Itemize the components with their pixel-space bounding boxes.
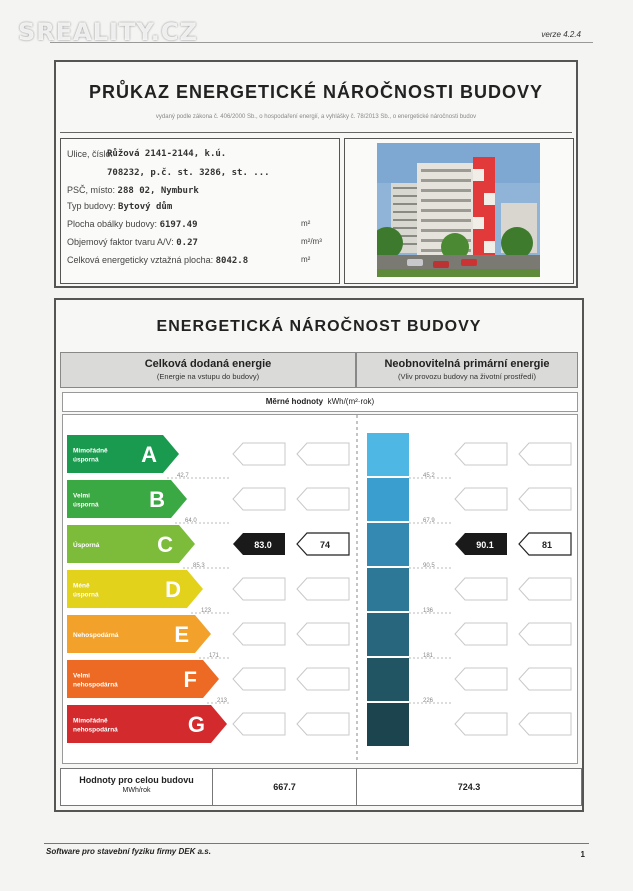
right-tick-label: 67.9 — [423, 518, 435, 524]
class-label-b: úsporná — [73, 501, 99, 509]
left-tick-label: 85.3 — [193, 563, 205, 569]
area-row — [67, 219, 198, 230]
class-label-d: úsporná — [73, 591, 99, 599]
ref-area-label: Celková energeticky vztažná plocha: — [67, 255, 214, 265]
right-tick-label: 45.2 — [423, 473, 435, 479]
area-value: 6197.49 — [159, 220, 198, 230]
class-letter-g: G — [187, 712, 205, 737]
class-letter-c: C — [157, 532, 173, 557]
class-letter-b: B — [149, 487, 165, 512]
left-value-slot — [233, 578, 285, 600]
certificate-title: PRŮKAZ ENERGETICKÉ NÁROČNOSTI BUDOVY — [88, 82, 544, 102]
class-letter-a: A — [141, 442, 157, 467]
ref-area-row — [67, 255, 248, 266]
right-class-slot — [519, 623, 571, 645]
class-letter-f: F — [183, 667, 197, 692]
primary-bar-g — [367, 703, 409, 746]
right-header-subtitle: (Vliv provozu budovy na životní prostředí) — [398, 372, 536, 381]
right-class-slot — [519, 443, 571, 465]
ref-area-unit: m² — [301, 255, 311, 264]
building-info-box — [60, 138, 340, 284]
left-class-slot — [297, 668, 349, 690]
class-label-g: nehospodárná — [73, 726, 118, 734]
area-label: Plocha obálky budovy: — [67, 219, 158, 229]
left-tick-label: 42.7 — [177, 473, 189, 479]
right-class-slot — [519, 488, 571, 510]
class-label-g: Mimořádně — [73, 717, 108, 725]
type-row — [67, 201, 172, 212]
right-value-slot — [455, 623, 507, 645]
energy-performance-box — [54, 298, 584, 812]
factor-label: Objemový faktor tvaru A/V: — [67, 237, 174, 247]
building-photo — [377, 143, 540, 277]
class-letter-e: E — [174, 622, 189, 647]
left-value-slot — [233, 488, 285, 510]
psc-row — [67, 185, 199, 196]
factor-value: 0.27 — [176, 238, 198, 248]
energy-title: ENERGETICKÁ NÁROČNOST BUDOVY — [156, 318, 482, 335]
left-tick-label: 123 — [201, 608, 212, 614]
right-tick-label: 181 — [423, 653, 434, 659]
left-class-slot — [297, 578, 349, 600]
left-column-header — [60, 352, 356, 388]
right-class-slot — [519, 713, 571, 735]
left-header-title: Celková dodaná energie — [144, 358, 272, 370]
right-value: 90.1 — [476, 540, 494, 550]
totals-unit: MWh/rok — [122, 787, 151, 794]
building-photo-frame — [344, 138, 574, 284]
address-row — [67, 149, 227, 159]
left-value-slot — [233, 443, 285, 465]
class-label-f: Velmi — [73, 672, 90, 680]
page-number: 1 — [580, 850, 585, 859]
inner-divider — [60, 132, 572, 133]
factor-row — [67, 237, 198, 248]
specific-values-bar — [62, 392, 578, 412]
right-tick-label: 136 — [423, 608, 434, 614]
right-class-value: 81 — [541, 540, 553, 550]
left-tick-label: 213 — [217, 698, 228, 704]
class-label-f: nehospodárná — [73, 681, 118, 689]
specific-values-label: Měrné hodnoty — [265, 397, 324, 406]
class-letter-d: D — [165, 577, 181, 602]
address-line1: Růžová 2141-2144, k.ú. — [107, 149, 227, 159]
address-line2: 708232, p.č. st. 3286, st. ... — [107, 168, 270, 178]
left-header-subtitle: (Energie na vstupu do budovy) — [156, 372, 260, 381]
class-label-a: úsporná — [73, 456, 99, 464]
totals-label: Hodnoty pro celou budovu — [79, 775, 194, 785]
right-value-slot — [455, 713, 507, 735]
ref-area-value: 8042.8 — [215, 256, 249, 266]
class-label-c: Úsporná — [73, 542, 100, 549]
total-right-value: 724.3 — [457, 782, 481, 792]
left-class-value: 74 — [319, 540, 331, 550]
primary-bar-b — [367, 478, 409, 521]
footer-divider — [44, 843, 589, 844]
header-divider — [50, 42, 593, 43]
left-tick-label: 64.0 — [185, 518, 197, 524]
watermark-logo: SREALITY.CZ — [18, 18, 198, 46]
type-label: Typ budovy: — [67, 201, 116, 211]
psc-value: 288 02, Nymburk — [117, 186, 199, 196]
address-label: Ulice, číslo: — [67, 149, 114, 159]
left-class-slot — [297, 443, 349, 465]
left-value-slot — [233, 713, 285, 735]
primary-bar-d — [367, 568, 409, 611]
left-value-slot — [233, 668, 285, 690]
right-header-title: Neobnovitelná primární energie — [384, 358, 550, 370]
type-value: Bytový dům — [118, 202, 173, 212]
version-label: verze 4.2.4 — [541, 30, 581, 39]
left-value-slot — [233, 623, 285, 645]
primary-bar-e — [367, 613, 409, 656]
right-class-slot — [519, 578, 571, 600]
left-class-slot — [297, 488, 349, 510]
energy-class-svg — [63, 415, 577, 763]
primary-bar-f — [367, 658, 409, 701]
address-row-2 — [107, 167, 270, 178]
right-column-header — [356, 352, 578, 388]
energy-class-chart — [62, 414, 578, 764]
class-label-e: Nehospodárná — [73, 632, 119, 639]
primary-bar-c — [367, 523, 409, 566]
footer-text: Software pro stavební fyziku firmy DEK a.s. — [46, 847, 211, 856]
certificate-header-box — [54, 60, 578, 288]
right-tick-label: 90.5 — [423, 563, 435, 569]
right-tick-label: 226 — [423, 698, 434, 704]
left-tick-label: 171 — [209, 653, 220, 659]
right-value-slot — [455, 578, 507, 600]
right-value-slot — [455, 668, 507, 690]
left-class-slot — [297, 623, 349, 645]
left-class-slot — [297, 713, 349, 735]
psc-label: PSČ, místo: — [67, 185, 116, 195]
class-label-b: Velmi — [73, 492, 90, 500]
factor-unit: m²/m³ — [301, 237, 322, 246]
area-unit: m² — [301, 219, 311, 228]
right-value-slot — [455, 443, 507, 465]
totals-label-cell — [61, 769, 213, 805]
left-value: 83.0 — [254, 540, 272, 550]
right-value-slot — [455, 488, 507, 510]
right-class-slot — [519, 668, 571, 690]
certificate-subtitle: vydaný podle zákona č. 406/2000 Sb., o hospodaření energií, a vyhlášky č. 78/2013 Sb., o energetické náročnosti budov — [155, 114, 477, 120]
class-label-d: Méně — [73, 582, 90, 590]
specific-values-unit: kWh/(m²·rok) — [327, 397, 375, 406]
building-totals-row — [60, 768, 582, 806]
total-left-value: 667.7 — [213, 769, 357, 805]
class-label-a: Mimořádně — [73, 447, 108, 455]
primary-bar-a — [367, 433, 409, 476]
